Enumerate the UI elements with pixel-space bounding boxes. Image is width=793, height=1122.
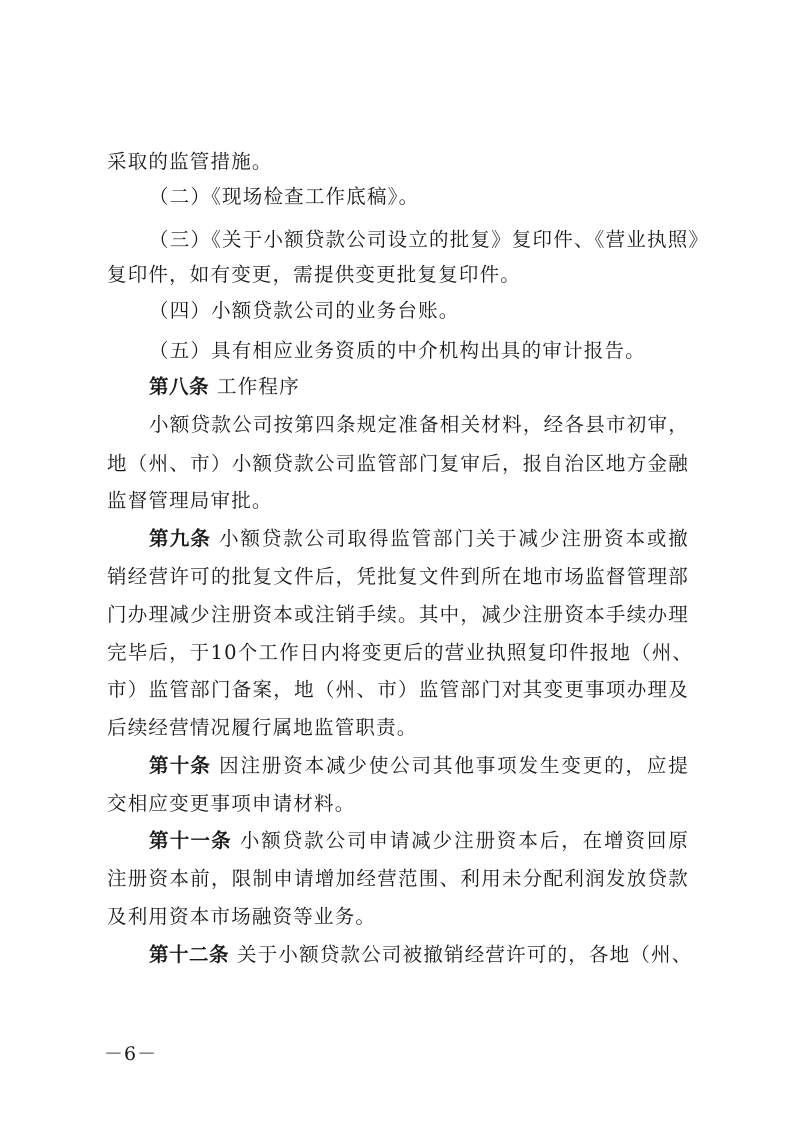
body-line: 市）监管部门备案，地（州、市）监管部门对其变更事项办理及 — [107, 678, 689, 701]
body-line: 地（州、市）小额贷款公司监管部门复审后，报自治区地方金融 — [107, 452, 689, 475]
body-line: 完毕后，于10个工作日内将变更后的营业执照复印件报地（州、 — [107, 641, 694, 664]
article-line: 第十条 因注册资本减少使公司其他事项发生变更的，应提 — [149, 754, 689, 777]
body-line: 及利用资本市场融资等业务。 — [107, 905, 377, 928]
article-heading: 第十二条 — [149, 943, 230, 966]
article-line: 第八条 工作程序 — [149, 375, 300, 398]
body-line: 后续经营情况履行属地监管职责。 — [107, 716, 418, 739]
list-item: （三）《关于小额贷款公司设立的批复》复印件、《营业执照》 — [149, 228, 710, 251]
list-item: （四）小额贷款公司的业务台账。 — [149, 299, 460, 322]
article-line: 第十一条 小额贷款公司申请减少注册资本后，在增资回原 — [149, 829, 689, 852]
list-item: （二）《现场检查工作底稿》。 — [149, 185, 420, 208]
article-heading: 第八条 — [149, 375, 210, 398]
body-line: 门办理减少注册资本或注销手续。其中，减少注册资本手续办理 — [107, 603, 689, 626]
body-line: 复印件，如有变更，需提供变更批复复印件。 — [107, 263, 522, 286]
body-line: 销经营许可的批复文件后，凭批复文件到所在地市场监督管理部 — [107, 565, 689, 588]
article-heading: 第九条 — [149, 527, 212, 550]
article-line: 第九条 小额贷款公司取得监管部门关于减少注册资本或撤 — [149, 527, 689, 550]
article-line: 第十二条 关于小额贷款公司被撤销经营许可的，各地（州、 — [149, 943, 693, 966]
list-item: （五）具有相应业务资质的中介机构出具的审计报告。 — [149, 339, 646, 362]
article-heading: 第十条 — [149, 754, 212, 777]
body-line: 交相应变更事项申请材料。 — [107, 792, 356, 815]
article-heading: 第十一条 — [149, 829, 232, 852]
body-line: 采取的监管措施。 — [107, 150, 273, 173]
body-line: 监督管理局审批。 — [107, 489, 273, 512]
body-line: 注册资本前，限制申请增加经营范围、利用未分配利润发放贷款 — [107, 867, 689, 890]
page-number: －6－ — [104, 1043, 158, 1065]
body-line: 小额贷款公司按第四条规定准备相关材料，经各县市初审， — [149, 413, 689, 436]
